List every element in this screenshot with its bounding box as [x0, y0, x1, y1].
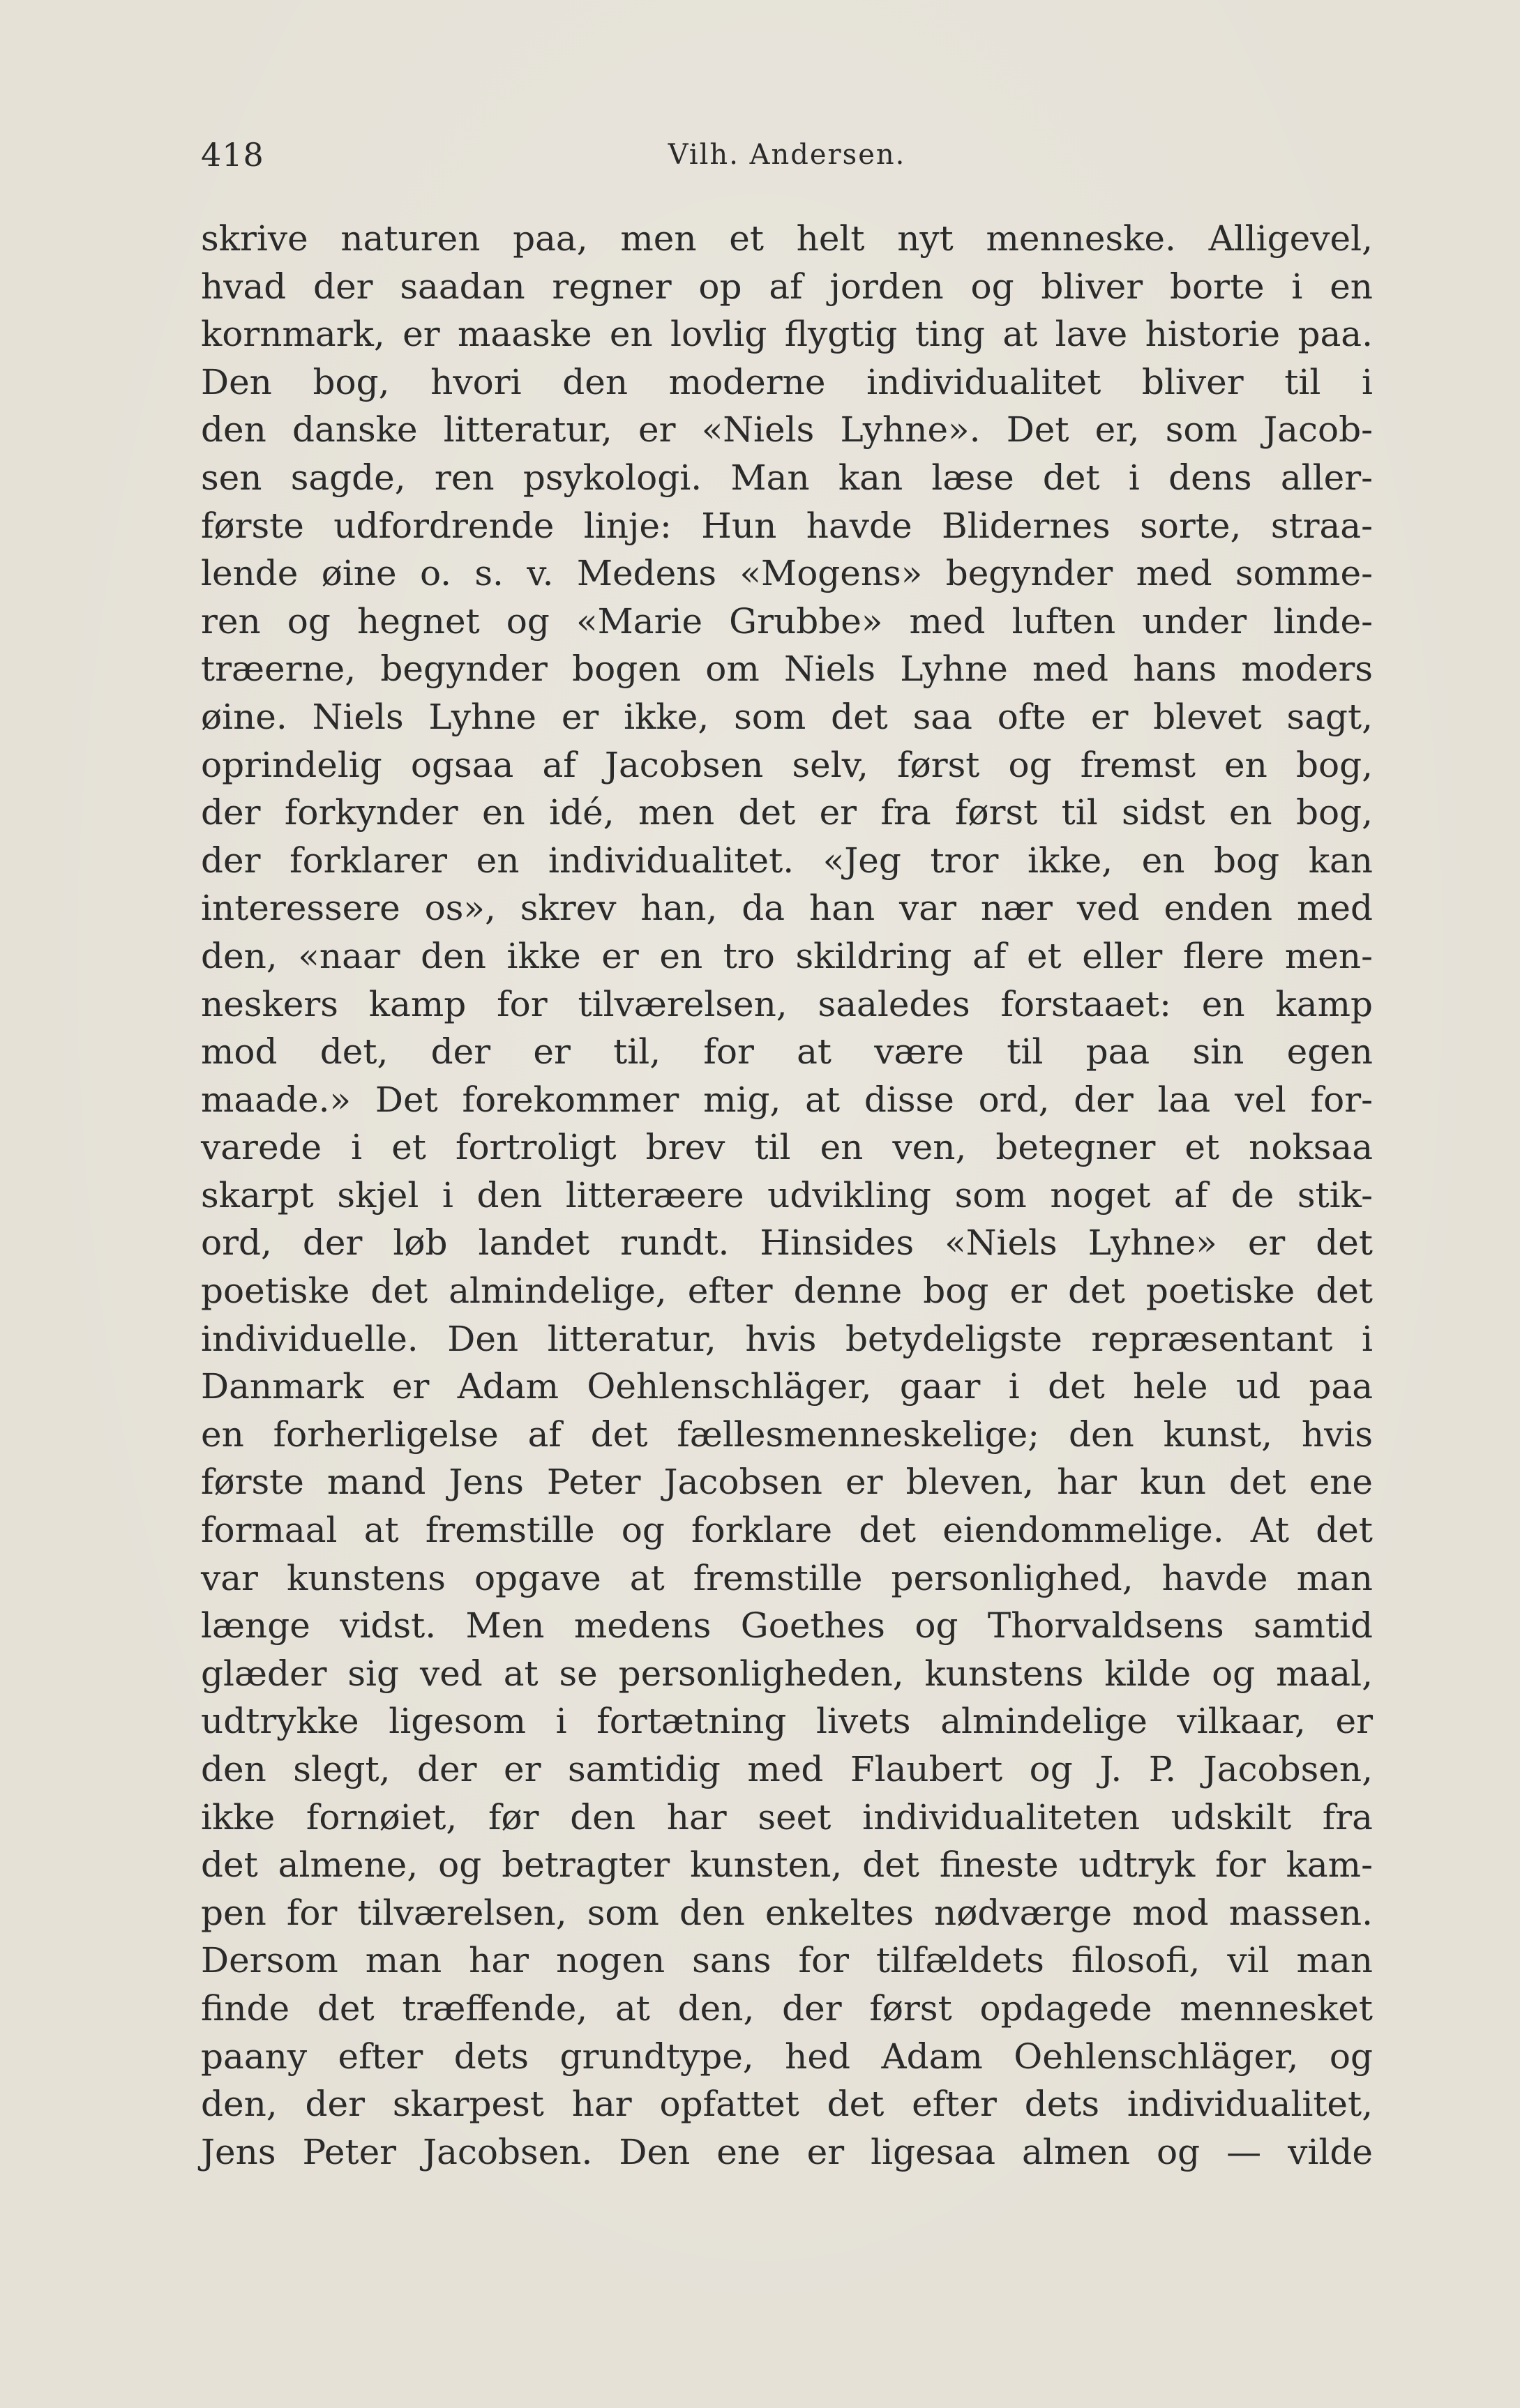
text-line: pen for tilværelsen, som den enkeltes nødværge mod massen.	[201, 1892, 1373, 1933]
text-line: var kunstens opgave at fremstille personlighed, havde man	[201, 1557, 1373, 1598]
page-number: 418	[201, 136, 264, 174]
text-line: første udfordrende linje: Hun havde Blidernes sorte, straa-	[201, 505, 1373, 546]
text-line: Danmark er Adam Oehlenschläger, gaar i det hele ud paa	[201, 1366, 1373, 1407]
text-line: skrive naturen paa, men et helt nyt menneske. Alligevel,	[201, 218, 1373, 259]
text-line: varede i et fortroligt brev til en ven, betegner et noksaa	[201, 1127, 1373, 1168]
text-line: ren og hegnet og «Marie Grubbe» med luften under linde-	[201, 600, 1373, 642]
text-line: første mand Jens Peter Jacobsen er bleven, har kun det ene	[201, 1462, 1373, 1503]
text-line: Jens Peter Jacobsen. Den ene er ligesaa almen og — vilde	[201, 2131, 1373, 2172]
text-line: individuelle. Den litteratur, hvis betydeligste repræsentant i	[201, 1318, 1373, 1359]
text-line: mod det, der er til, for at være til paa sin egen	[201, 1031, 1373, 1073]
text-line: der forkynder en idé, men det er fra først til sidst en bog,	[201, 792, 1373, 833]
text-line: paany efter dets grundtype, hed Adam Oehlenschläger, og	[201, 2036, 1373, 2077]
text-line: der forklarer en individualitet. «Jeg tror ikke, en bog kan	[201, 840, 1373, 881]
text-line: Den bog, hvori den moderne individualitet bliver til i	[201, 361, 1373, 402]
text-line: ord, der løb landet rundt. Hinsides «Niels Lyhne» er det	[201, 1222, 1373, 1264]
text-line: lende øine o. s. v. Medens «Mogens» begynder med somme-	[201, 553, 1373, 594]
text-line: Dersom man har nogen sans for tilfældets filosofi, vil man	[201, 1940, 1373, 1981]
text-line: kornmark, er maaske en lovlig flygtig ting at lave historie paa.	[201, 314, 1373, 355]
text-line: den slegt, der er samtidig med Flaubert og J. P. Jacobsen,	[201, 1749, 1373, 1789]
text-line: neskers kamp for tilværelsen, saaledes forstaaet: en kamp	[201, 983, 1373, 1024]
text-line: den danske litteratur, er «Niels Lyhne». Det er, som Jacob-	[201, 409, 1373, 450]
text-line: øine. Niels Lyhne er ikke, som det saa ofte er blevet sagt,	[201, 696, 1373, 737]
text-line: oprindelig ogsaa af Jacobsen selv, først og fremst en bog,	[201, 744, 1373, 785]
running-title: Vilh. Andersen.	[668, 139, 906, 171]
text-line: poetiske det almindelige, efter denne bog er det poetiske det	[201, 1271, 1373, 1312]
text-line: skarpt skjel i den litteræere udvikling som noget af de stik-	[201, 1174, 1373, 1216]
text-line: maade.» Det forekommer mig, at disse ord, der laa vel for-	[201, 1079, 1373, 1120]
text-line: sen sagde, ren psykologi. Man kan læse det i dens aller-	[201, 457, 1373, 498]
text-line: glæder sig ved at se personligheden, kunstens kilde og maal,	[201, 1653, 1373, 1694]
text-line: træerne, begynder bogen om Niels Lyhne med hans moders	[201, 649, 1373, 690]
running-head	[201, 136, 1373, 185]
text-line: formaal at fremstille og forklare det eiendommelige. At det	[201, 1510, 1373, 1551]
text-line: interessere os», skrev han, da han var nær ved enden med	[201, 888, 1373, 929]
text-line: en forherligelse af det fællesmenneskelige; den kunst, hvis	[201, 1414, 1373, 1455]
text-line: udtrykke ligesom i fortætning livets almindelige vilkaar, er	[201, 1701, 1373, 1742]
text-line: længe vidst. Men medens Goethes og Thorvaldsens samtid	[201, 1605, 1373, 1646]
text-line: den, «naar den ikke er en tro skildring af et eller flere men-	[201, 935, 1373, 976]
text-line: den, der skarpest har opfattet det efter dets individualitet,	[201, 2084, 1373, 2125]
body-text	[201, 215, 1373, 2176]
text-line: hvad der saadan regner op af jorden og bliver borte i en	[201, 266, 1373, 307]
text-line: det almene, og betragter kunsten, det fineste udtryk for kam-	[201, 1845, 1373, 1886]
text-line: finde det træffende, at den, der først opdagede mennesket	[201, 1987, 1373, 2029]
text-line: ikke fornøiet, før den har seet individualiteten udskilt fra	[201, 1796, 1373, 1838]
